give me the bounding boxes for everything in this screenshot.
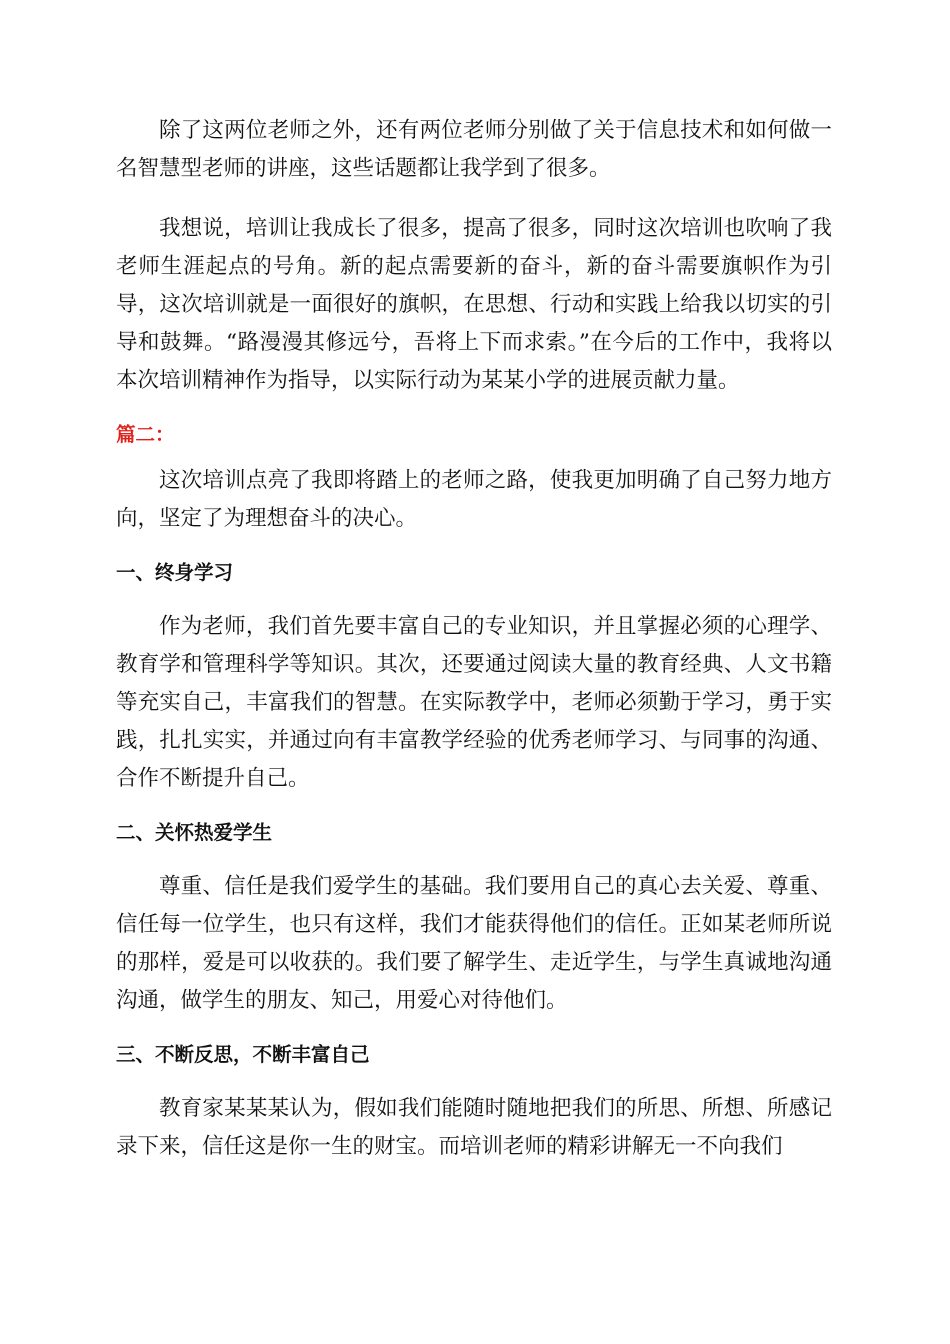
- paragraph-lifelong-learning: 作为老师，我们首先要丰富自己的专业知识，并且掌握必须的心理学、教育学和管理科学等知识。其次，还要通过阅读大量的教育经典、人文书籍等充实自己，丰富我们的智慧。在实际教学中，老师必须勤于学习，勇于实践，扎扎实实，并通过向有丰富教学经验的优秀老师学习、与同事的沟通、合作不断提升自己。: [116, 614, 832, 791]
- paragraph-info-tech-lectures: 除了这两位老师之外，还有两位老师分别做了关于信息技术和如何做一名智慧型老师的讲座，这些话题都让我学到了很多。: [116, 118, 832, 181]
- heading-reflection: 三、不断反思，不断丰富自己: [116, 1043, 370, 1066]
- paragraph-reflection: 教育家某某某认为，假如我们能随时随地把我们的所思、所想、所感记录下来，信任这是你一生的财宝。而培训老师的精彩讲解无一不向我们: [116, 1096, 832, 1159]
- paragraph-care-for-students: 尊重、信任是我们爱学生的基础。我们要用自己的真心去关爱、尊重、信任每一位学生，也只有这样，我们才能获得他们的信任。正如某老师所说的那样，爱是可以收获的。我们要了解学生、走近学生，与学生真诚地沟通沟通，做学生的朋友、知己，用爱心对待他们。: [116, 874, 832, 1013]
- section-two-title: 篇二：: [116, 423, 175, 446]
- heading-care-for-students: 二、关怀热爱学生: [116, 821, 273, 844]
- document-page: [116, 112, 832, 1166]
- paragraph-teacher-path: 这次培训点亮了我即将踏上的老师之路，使我更加明确了自己努力地方向，坚定了为理想奋斗的决心。: [116, 468, 832, 531]
- heading-lifelong-learning: 一、终身学习: [116, 561, 234, 584]
- paragraph-training-growth: 我想说，培训让我成长了很多，提高了很多，同时这次培训也吹响了我老师生涯起点的号角。新的起点需要新的奋斗，新的奋斗需要旗帜作为引导，这次培训就是一面很好的旗帜，在思想、行动和实践上给我以切实的引导和鼓舞。“路漫漫其修远兮，吾将上下而求索。”在今后的工作中，我将以本次培训精神作为指导，以实际行动为某某小学的进展贡献力量。: [116, 216, 832, 393]
